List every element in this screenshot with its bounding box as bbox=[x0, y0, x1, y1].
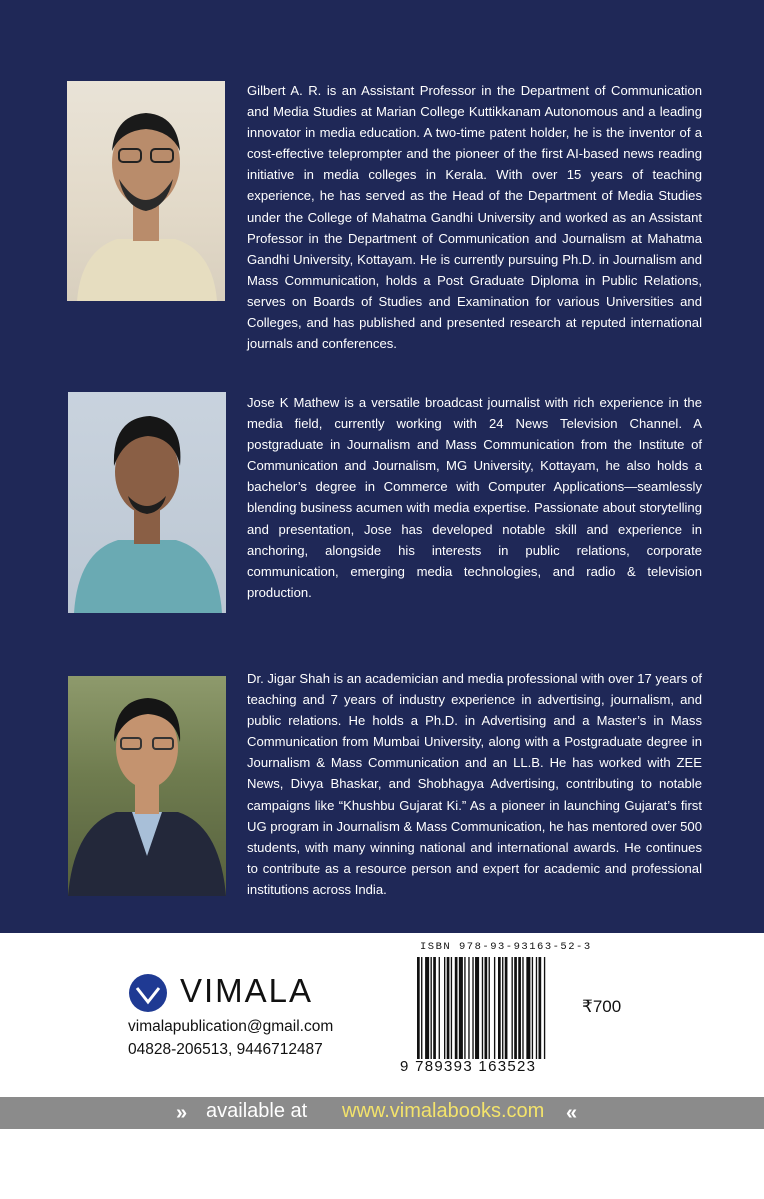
barcode-stripe bbox=[498, 957, 501, 1059]
barcode-stripe bbox=[447, 957, 450, 1059]
barcode-stripe bbox=[455, 957, 458, 1059]
barcode-stripe bbox=[539, 957, 542, 1059]
bottom-margin bbox=[0, 1129, 764, 1199]
barcode-stripe bbox=[544, 957, 545, 1059]
publisher-email[interactable]: vimalapublication@gmail.com bbox=[128, 1018, 334, 1035]
barcode-icon bbox=[415, 957, 588, 1059]
barcode-stripe bbox=[526, 957, 530, 1059]
barcode-stripe bbox=[512, 957, 513, 1059]
barcode-stripe bbox=[439, 957, 440, 1059]
author-bio-jose: Jose K Mathew is a versatile broadcast journalist with rich experience in the media field, currently working with 24 News Television Channel. A postgraduate in Journalism and Mass Communication from the Institute of Communication and Journalism, MG University, Kottayam, he also holds a bachelor’s degree in Commerce with Computer Applications—seamlessly blending business acumen with media expertise. Passionate about storytelling and presentation, Jose has developed notable skill and experience in anchoring, alongside his interests in public relations, corporate communication, emerging media technologies, and radio & television production. bbox=[247, 395, 702, 600]
double-chevron-left-icon: « bbox=[566, 1102, 574, 1124]
barcode-stripe bbox=[532, 957, 533, 1059]
author-photo-gilbert bbox=[67, 81, 225, 301]
barcode-stripe bbox=[485, 957, 488, 1059]
barcode-stripe bbox=[431, 957, 432, 1059]
author-photo-jose bbox=[68, 392, 226, 613]
barcode-stripe bbox=[518, 957, 521, 1059]
barcode-stripe bbox=[489, 957, 490, 1059]
barcode-stripe bbox=[475, 957, 479, 1059]
barcode-stripe bbox=[522, 957, 523, 1059]
barcode-stripe bbox=[444, 957, 445, 1059]
publisher-footer bbox=[0, 933, 764, 1097]
barcode-stripe bbox=[505, 957, 508, 1059]
barcode-stripe bbox=[514, 957, 517, 1059]
publisher-phone: 04828-206513, 9446712487 bbox=[128, 1041, 323, 1058]
author-portrait-icon bbox=[67, 81, 225, 301]
barcode-stripe bbox=[472, 957, 473, 1059]
website-link[interactable]: www.vimalabooks.com bbox=[342, 1100, 545, 1122]
isbn-number: 9 789393 163523 bbox=[400, 1058, 537, 1075]
barcode-stripe bbox=[494, 957, 495, 1059]
author-portrait-icon bbox=[68, 676, 226, 896]
barcode-stripe bbox=[433, 957, 436, 1059]
barcode-stripe bbox=[482, 957, 483, 1059]
isbn-label: ISBN 978-93-93163-52-3 bbox=[420, 941, 592, 953]
barcode-stripe bbox=[417, 957, 420, 1059]
available-at-label: available at bbox=[206, 1100, 308, 1122]
barcode-stripe bbox=[425, 957, 429, 1059]
author-bio-gilbert: Gilbert A. R. is an Assistant Professor in the Department of Communication and Media Studies at Marian College Kuttikkanam Autonomous and a leading innovator in media education. A two-time patent holder, he is the inventor of a cost-effective teleprompter and the pioneer of the first AI-based news reading initiative in media colleges in Kerala. With over 15 years of teaching experience, he has served as the Head of the Department of Media Studies under the College of Mahatma Gandhi University and worked as an Assistant Professor in the Department of Communication and Journalism at Mahatma Gandhi University, Kottayam. He is currently pursuing Ph.D. in Journalism and Mass Communication, holds a Post Graduate Diploma in Public Relations, serves on Boards of Studies and Examination for various Universities and Colleges, and has published and presented research at reputed international journals and conferences. bbox=[247, 83, 702, 352]
price: ₹700 bbox=[582, 997, 622, 1016]
barcode-stripe bbox=[468, 957, 469, 1059]
barcode-stripe bbox=[464, 957, 465, 1059]
author-photo-jigar bbox=[68, 676, 226, 896]
barcode-stripe bbox=[421, 957, 422, 1059]
double-chevron-right-icon: » bbox=[176, 1102, 184, 1124]
barcode-stripe bbox=[502, 957, 503, 1059]
availability-bar bbox=[0, 1097, 764, 1129]
author-portrait-icon bbox=[68, 392, 226, 613]
barcode-stripe bbox=[536, 957, 537, 1059]
vimala-logo-icon bbox=[129, 974, 167, 1012]
publisher-name: VIMALA bbox=[180, 972, 314, 1009]
author-bio-jigar: Dr. Jigar Shah is an academician and media professional with over 17 years of teaching and 7 years of industry experience in advertising, journalism, and public relations. He holds a Ph.D. in Advertising and a Master’s in Mass Communication from Mumbai University, along with a Postgraduate degree in Journalism & Mass Communication and an LL.B. He has worked with ZEE News, Divya Bhaskar, and Shobhagya Advertising, contributing to notable campaigns like “Khushbu Gujarat Ki.” As a pioneer in launching Gujarat’s first UG program in Journalism & Mass Communication, he has mentored over 500 students, with many winning national and international awards. He continues to contribute as a resource person and expert for academic and professional institutions across India. bbox=[247, 671, 702, 897]
barcode-stripe bbox=[459, 957, 463, 1059]
barcode-stripe bbox=[451, 957, 452, 1059]
